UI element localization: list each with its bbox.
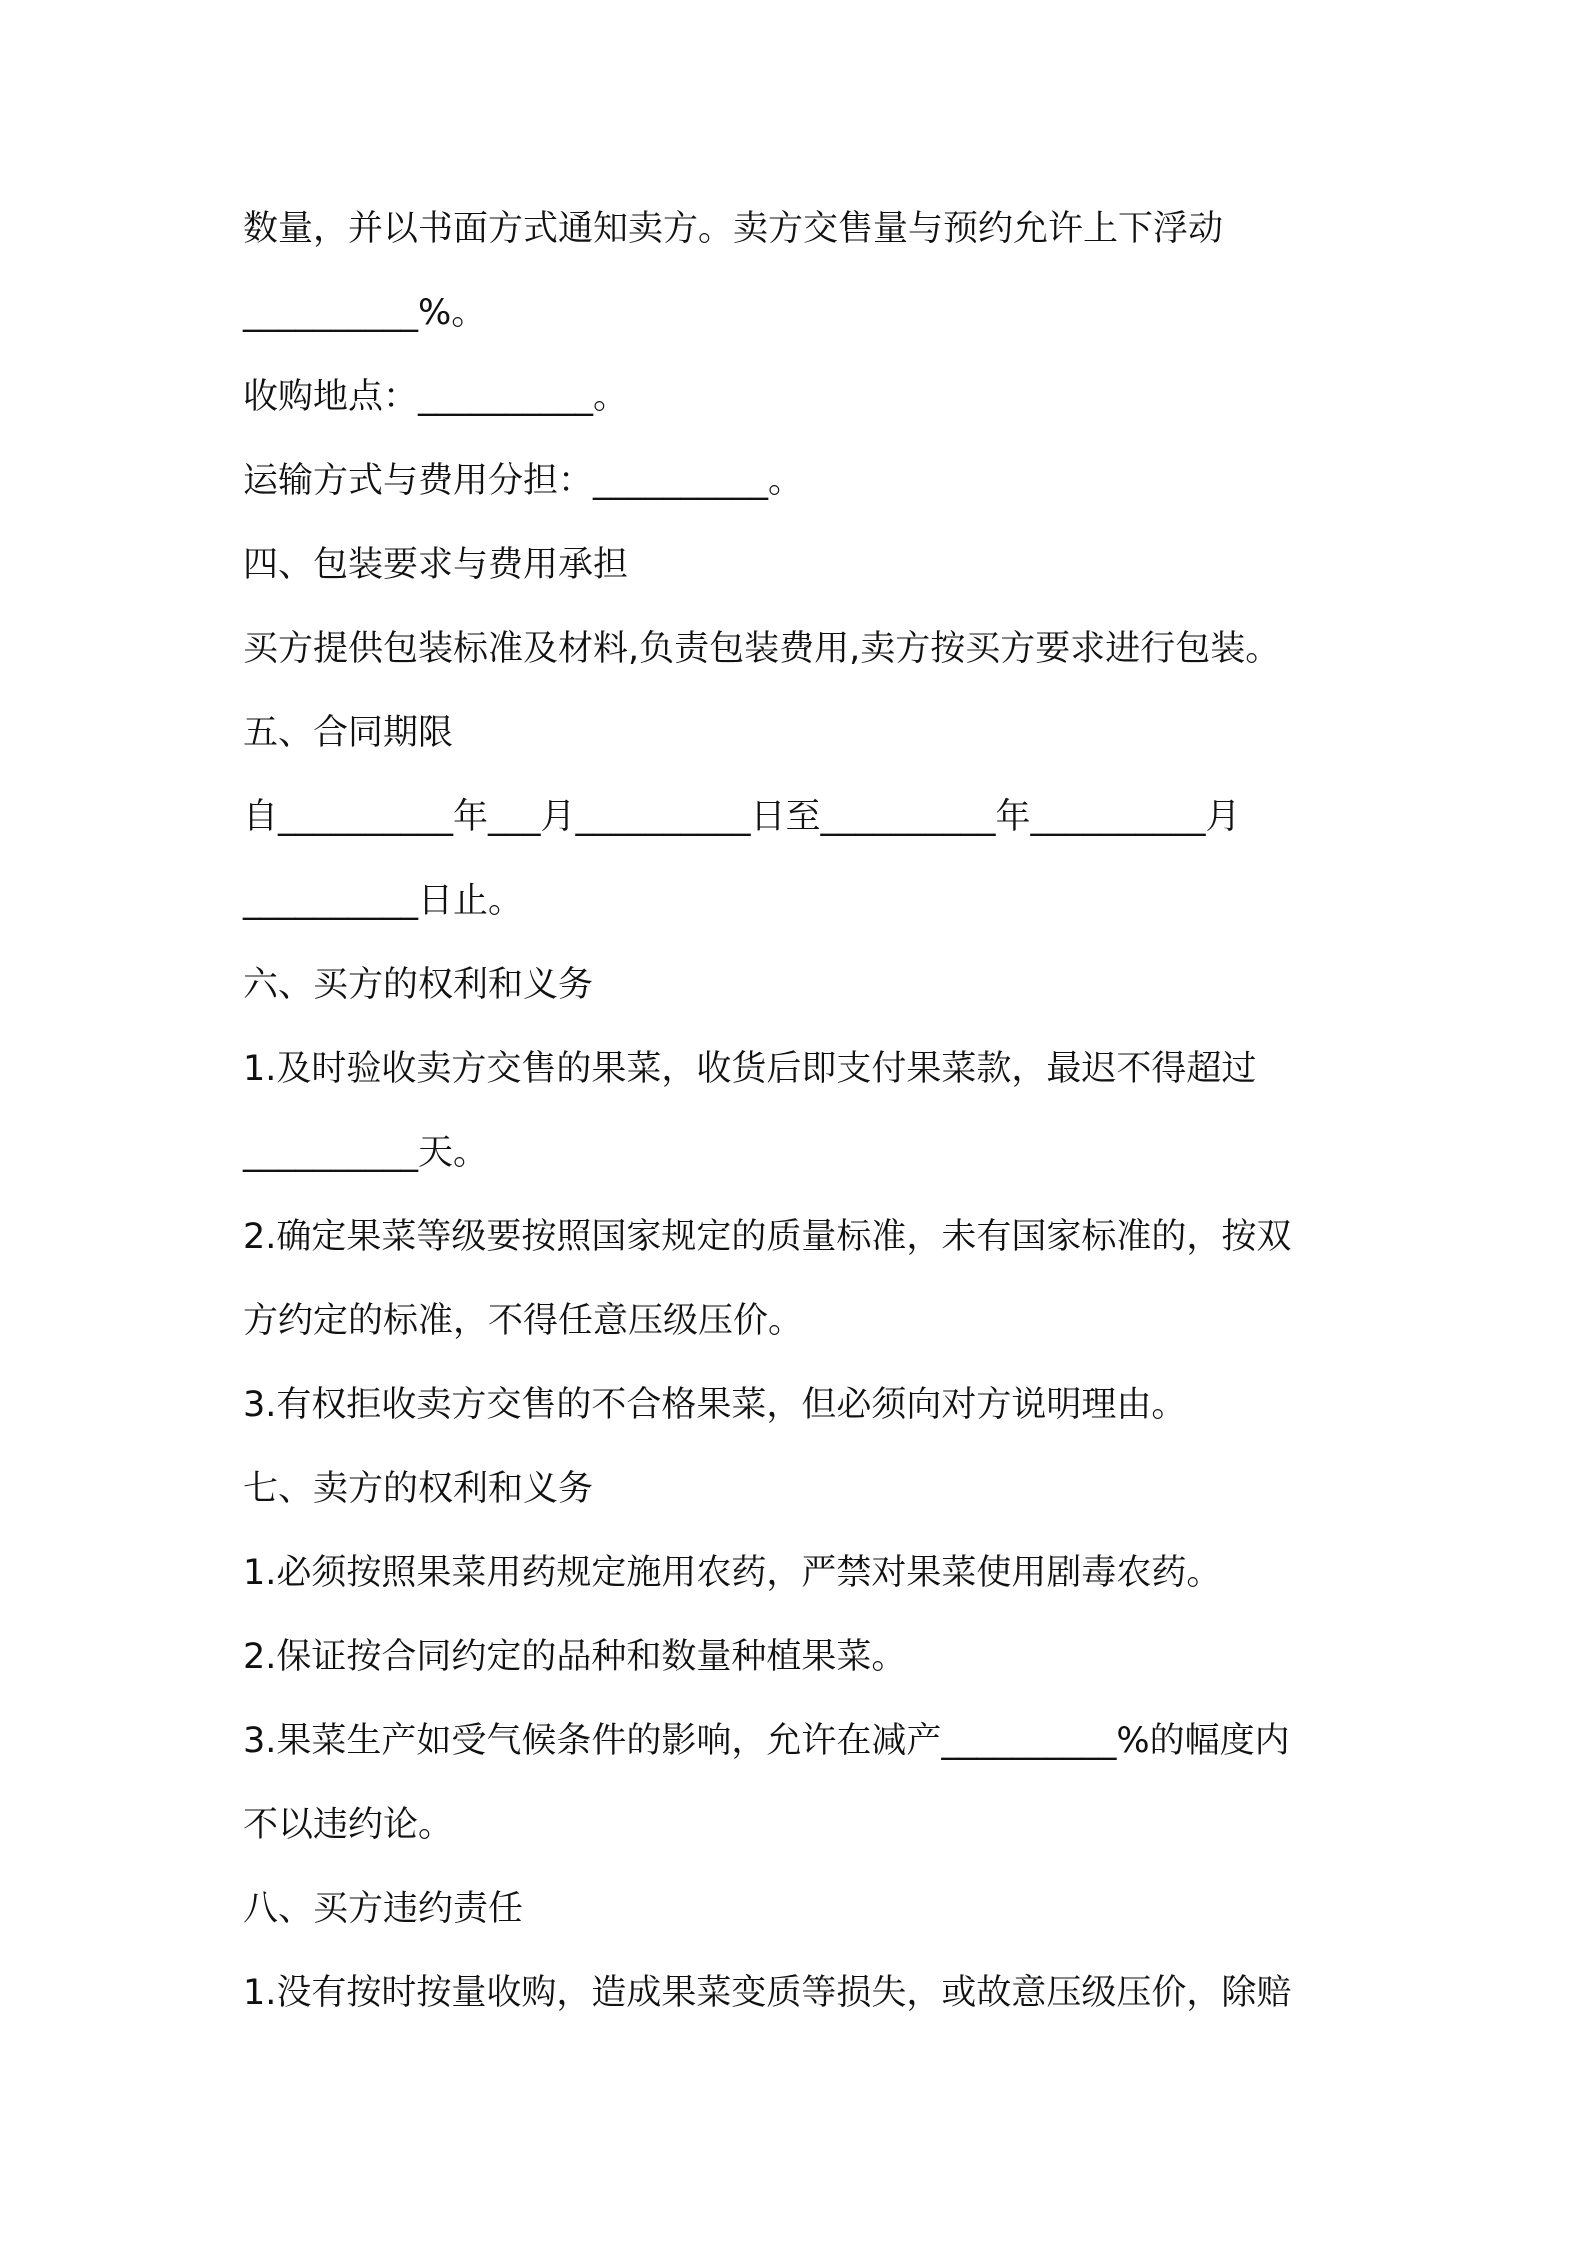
text-line: 1.没有按时按量收购，造成果菜变质等损失，或故意压级压价，除赔 [243,1973,1292,2013]
text-line: 自__________年___月__________日至__________年__________月 [243,797,1241,837]
text-line: 3.有权拒收卖方交售的不合格果菜，但必须向对方说明理由。 [243,1385,1187,1425]
section-heading: 七、卖方的权利和义务 [243,1469,594,1509]
section-heading: 五、合同期限 [243,713,454,753]
section-heading: 四、包装要求与费用承担 [243,545,629,585]
text-line: __________日止。 [243,881,524,921]
text-line: 3.果菜生产如受气候条件的影响，允许在减产__________%的幅度内 [243,1721,1290,1761]
text-line: 1.及时验收卖方交售的果菜，收货后即支付果菜款，最迟不得超过 [243,1049,1257,1089]
text-line: 运输方式与费用分担：__________。 [243,461,804,501]
text-line: 方约定的标准，不得任意压级压价。 [243,1301,804,1341]
text-line: 2.确定果菜等级要按照国家规定的质量标准，未有国家标准的，按双 [243,1217,1292,1257]
text-line: __________天。 [243,1133,489,1173]
text-line: __________%。 [243,293,487,333]
text-line: 不以违约论。 [243,1805,454,1845]
text-line: 1.必须按照果菜用药规定施用农药，严禁对果菜使用剧毒农药。 [243,1553,1222,1593]
text-line: 数量，并以书面方式通知卖方。卖方交售量与预约允许上下浮动 [243,209,1224,249]
text-line: 买方提供包装标准及材料,负责包装费用,卖方按买方要求进行包装。 [243,629,1281,669]
text-line: 2.保证按合同约定的品种和数量种植果菜。 [243,1637,907,1677]
section-heading: 六、买方的权利和义务 [243,965,594,1005]
text-line: 收购地点：__________。 [243,377,629,417]
section-heading: 八、买方违约责任 [243,1889,524,1929]
